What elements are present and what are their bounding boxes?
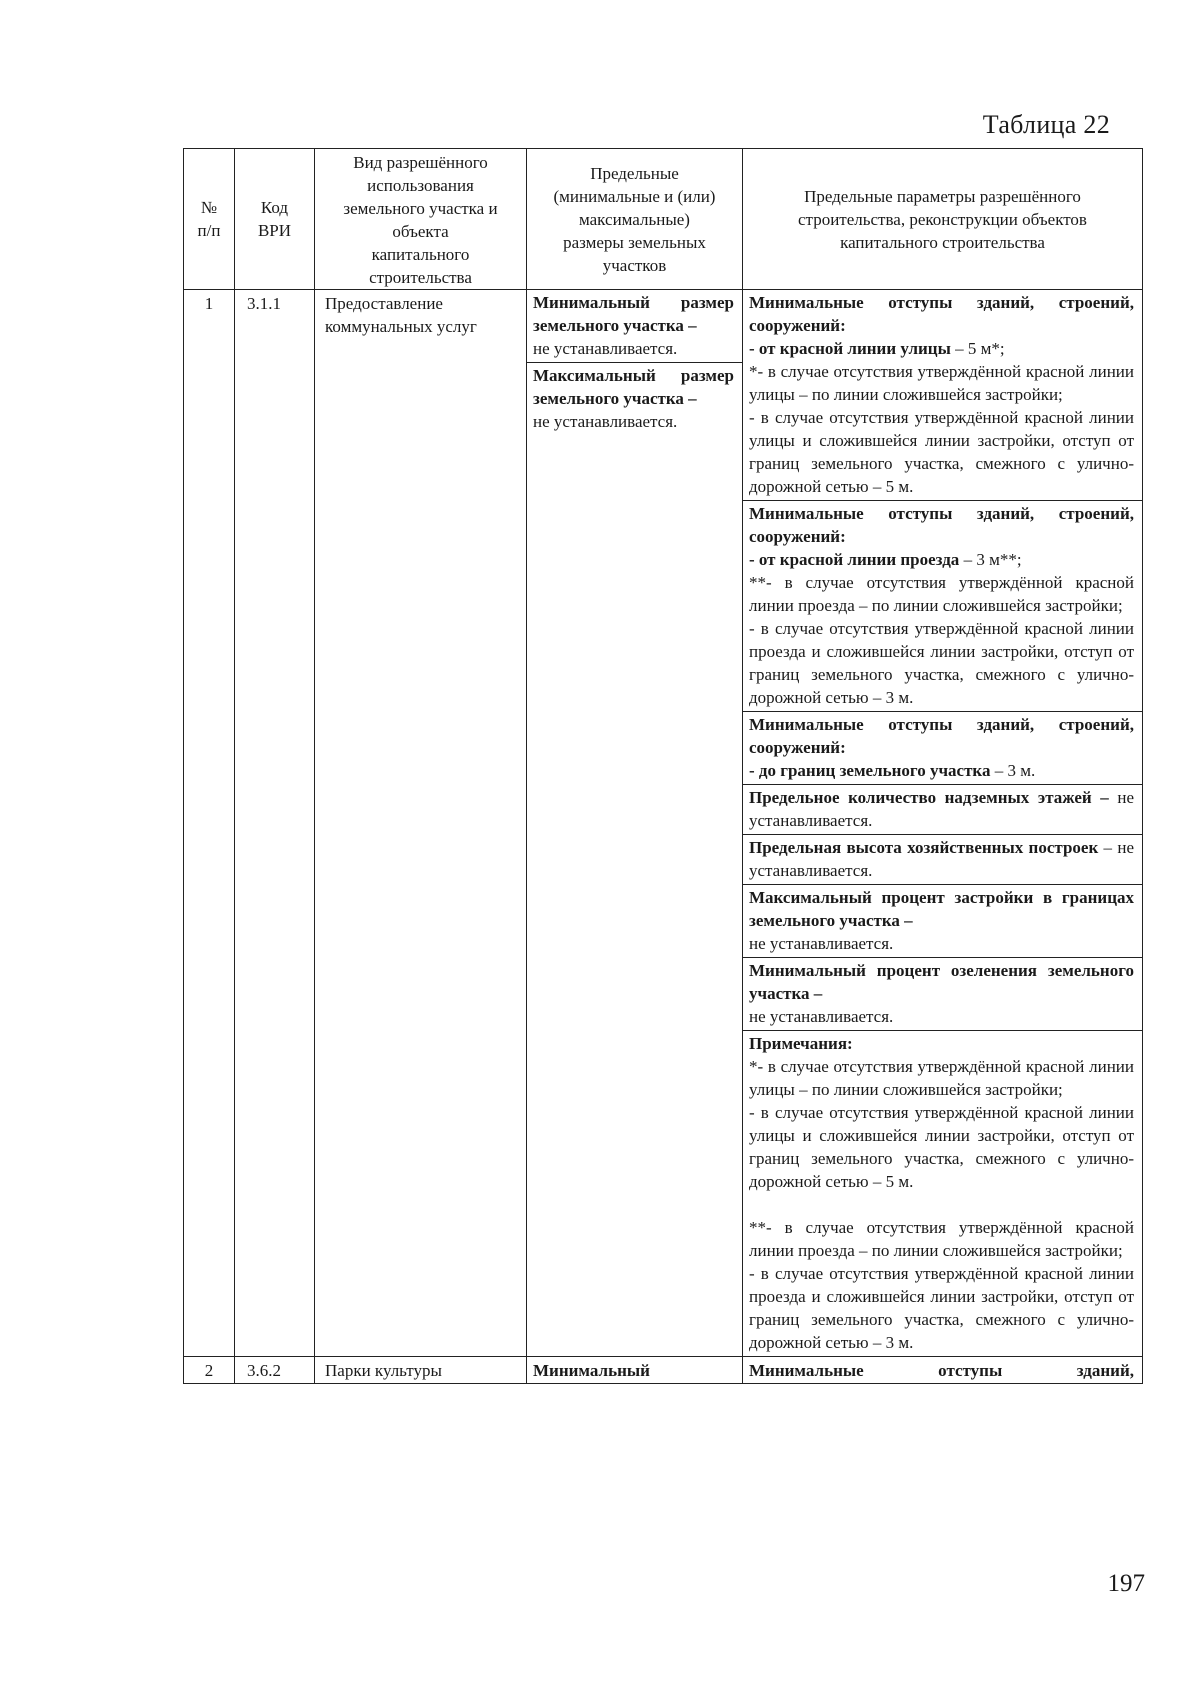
note-item: - в случае отсутствия утверждённой красной линии проезда и сложившейся линии застройки, отступ от границ земельного участка, смежного с улично-дорожной сетью – 3 м.	[749, 1264, 1134, 1352]
param-note: - в случае отсутствия утверждённой красной линии улицы и сложившейся линии застройки, отступ от границ земельного участка, смежного с улично-дорожной сетью – 5 м.	[749, 408, 1134, 496]
row-params-cell	[743, 1357, 1142, 1383]
param-min-greening	[743, 958, 1142, 1031]
param-subtitle: - до границ земельного участка	[749, 761, 991, 780]
min-size-value: не устанавливается.	[533, 339, 678, 358]
max-size-value: не устанавливается.	[533, 412, 678, 431]
notes-title: Примечания:	[749, 1034, 853, 1053]
table-row	[184, 1357, 1142, 1383]
param-notes	[743, 1031, 1142, 1356]
param-setback-street	[743, 290, 1142, 501]
param-title: Предельная высота хозяйственных построек	[749, 838, 1099, 857]
param-title: Предельное количество надземных этажей –	[749, 788, 1109, 807]
param-title: Максимальный процент застройки в границах земельного участка –	[749, 888, 1134, 930]
param-note: - в случае отсутствия утверждённой красной линии проезда и сложившейся линии застройки, отступ от границ земельного участка, смежного с улично-дорожной сетью – 3 м.	[749, 619, 1134, 707]
param-value: – 3 м.	[990, 761, 1036, 780]
param-value: не устанавливается.	[749, 788, 1134, 830]
note-item: **- в случае отсутствия утверждённой красной линии проезда – по линии сложившейся застройки;	[749, 1218, 1134, 1260]
table-header-row	[184, 149, 1142, 290]
param-title: Минимальные отступы зданий,	[749, 1361, 1134, 1380]
table-row	[184, 290, 1142, 1357]
header-use: Вид разрешённого использования земельного участка и объекта капитального строительства	[315, 149, 527, 289]
row-use-name: Парки культуры	[315, 1357, 527, 1383]
min-size-box	[527, 290, 742, 363]
row-params-cell	[743, 290, 1142, 1356]
header-size: Предельные (минимальные и (или) максимальные) размеры земельных участков	[527, 149, 743, 289]
row-use-name: Предоставление коммунальных услуг	[315, 290, 527, 1356]
min-size-label: Минимальный размер земельного участка –	[533, 293, 734, 335]
param-title: Минимальные отступы зданий, строений, сооружений:	[749, 293, 1134, 335]
param-floors	[743, 785, 1142, 835]
row-code: 3.1.1	[235, 290, 315, 1356]
note-item: - в случае отсутствия утверждённой красной линии улицы и сложившейся линии застройки, отступ от границ земельного участка, смежного с улично-дорожной сетью – 5 м.	[749, 1103, 1134, 1191]
param-height	[743, 835, 1142, 885]
param-subtitle: - от красной линии проезда	[749, 550, 960, 569]
param-max-coverage	[743, 885, 1142, 958]
param-subtitle: - от красной линии улицы	[749, 339, 951, 358]
param-value: – не устанавливается.	[749, 838, 1134, 880]
max-size-label: Максимальный размер земельного участка –	[533, 366, 734, 408]
header-num: № п/п	[184, 149, 235, 289]
row-num: 1	[184, 290, 235, 1356]
row-size-cell	[527, 1357, 743, 1383]
param-value: – 5 м*;	[950, 339, 1005, 358]
param-title: Минимальные отступы зданий, строений, сооружений:	[749, 715, 1134, 757]
min-size-label: Минимальный	[533, 1361, 650, 1380]
param-value: не устанавливается.	[749, 1007, 894, 1026]
param-value: – 3 м**;	[959, 550, 1022, 569]
header-code: Код ВРИ	[235, 149, 315, 289]
param-value: не устанавливается.	[749, 934, 894, 953]
param-setback-boundary	[743, 712, 1142, 785]
page-number: 197	[1107, 1570, 1145, 1597]
row-code: 3.6.2	[235, 1357, 315, 1383]
row-size-cell	[527, 290, 743, 1356]
row-num: 2	[184, 1357, 235, 1383]
param-setback-driveway	[743, 501, 1142, 712]
note-item: *- в случае отсутствия утверждённой красной линии улицы – по линии сложившейся застройки;	[749, 1057, 1134, 1099]
max-size-box	[527, 363, 742, 435]
param-note: **- в случае отсутствия утверждённой красной линии проезда – по линии сложившейся застройки;	[749, 573, 1134, 615]
param-note: *- в случае отсутствия утверждённой красной линии улицы – по линии сложившейся застройки;	[749, 362, 1134, 404]
param-title: Минимальный процент озеленения земельного участка –	[749, 961, 1134, 1003]
table-caption: Таблица 22	[982, 110, 1110, 139]
header-params: Предельные параметры разрешённого строительства, реконструкции объектов капитального строительства	[798, 186, 1087, 252]
regulations-table	[183, 148, 1143, 1384]
param-title: Минимальные отступы зданий, строений, сооружений:	[749, 504, 1134, 546]
